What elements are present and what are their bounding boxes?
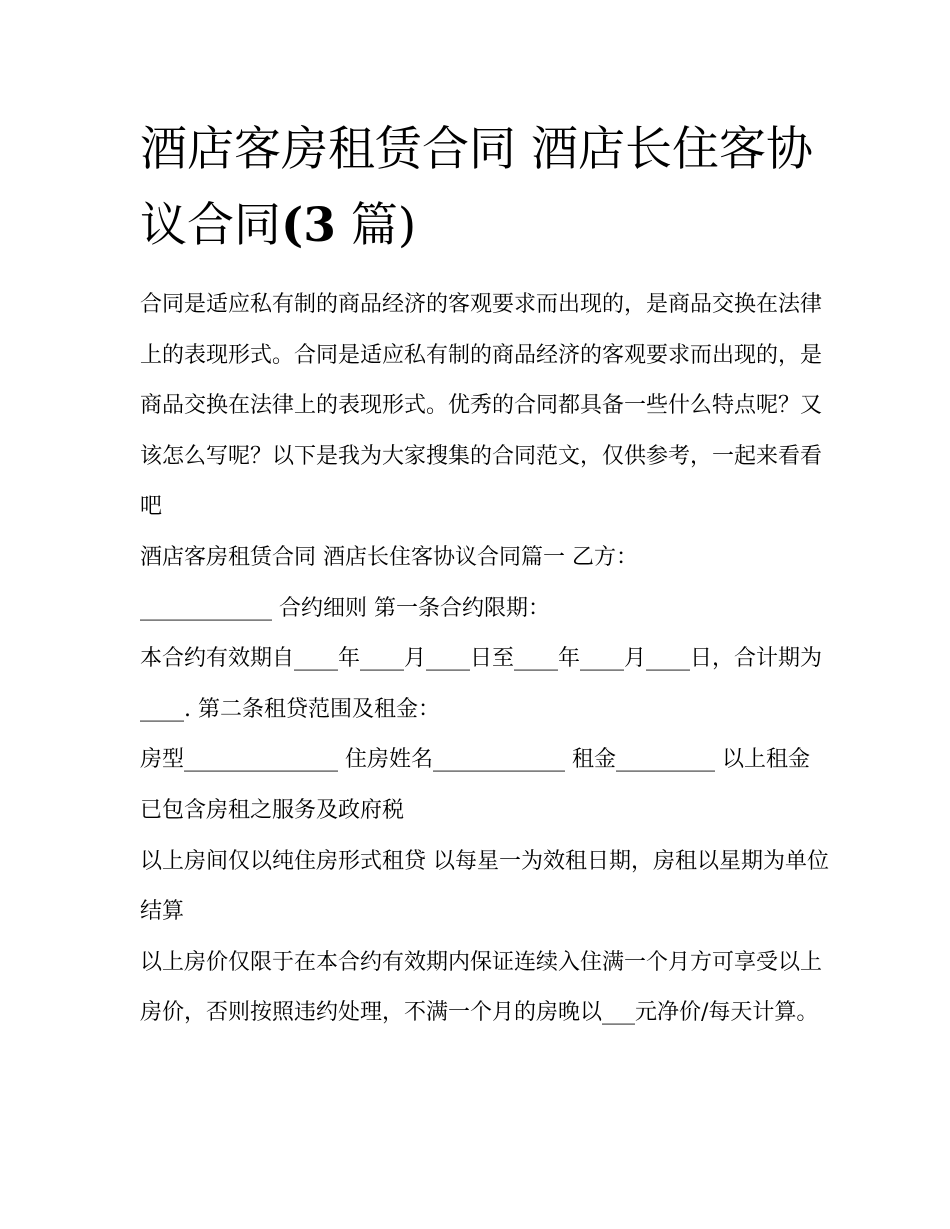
validity-period-clause: 本合约有效期自____年____月____日至____年____月____日，合计期为____. 第二条租贷范围及租金： bbox=[140, 646, 823, 722]
title-suffix: 篇) bbox=[335, 198, 417, 253]
section-heading: 酒店客房租赁合同 酒店长住客协议合同篇一 乙方： bbox=[140, 544, 638, 570]
room-rent-clause: 房型______________ 住房姓名____________ 租金_________ 以上租金已包含房租之服务及政府税 bbox=[140, 747, 810, 823]
contract-terms-heading: ____________ 合约细则 第一条合约限期： bbox=[140, 595, 550, 621]
title-count: (3 bbox=[281, 198, 336, 253]
room-price-clause: 以上房价仅限于在本合约有效期内保证连续入住满一个月方可享受以上房价，否则按照违约处理，不满一个月的房晚以___元净价/每天计算。 bbox=[140, 949, 823, 1026]
document-page bbox=[140, 112, 830, 1039]
title-text: 酒店客房租赁合同 酒店长住客协议合同 bbox=[140, 122, 813, 253]
document-title bbox=[140, 112, 830, 264]
intro-paragraph: 合同是适应私有制的商品经济的客观要求而出现的，是商品交换在法律上的表现形式。合同是适应私有制的商品经济的客观要求而出现的，是商品交换在法律上的表现形式。优秀的合同都具备一些什么特点呢？又该怎么写呢？以下是我为大家搜集的合同范文，仅供参考，一起来看看吧 bbox=[140, 292, 823, 520]
rental-form-clause: 以上房间仅以纯住房形式租贷 以每星一为效租日期，房租以星期为单位结算 bbox=[140, 848, 829, 925]
